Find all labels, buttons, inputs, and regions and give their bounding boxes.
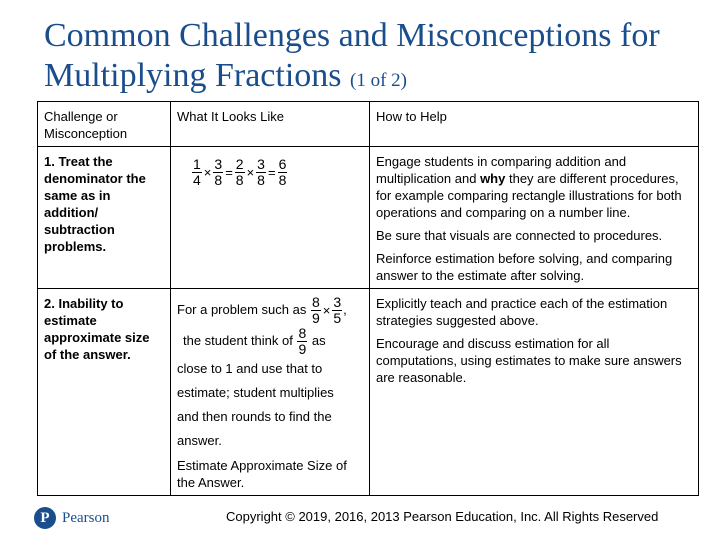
table-header-row bbox=[38, 102, 699, 147]
copyright-text: Copyright © 2019, 2016, 2013 Pearson Education, Inc. All Rights Reserved bbox=[226, 509, 659, 524]
fraction: $\frac{8}{9}$ bbox=[298, 325, 307, 357]
looks-line: For a problem such as $\frac{8}{9}$ × $\frac{3}{5}$ , bbox=[177, 294, 347, 326]
fraction: $\frac{3}{8}$ bbox=[257, 156, 265, 188]
help-paragraph: Be sure that visuals are connected to procedures. bbox=[376, 228, 663, 243]
looks-line: the student think of $\frac{8}{9}$ as bbox=[183, 325, 326, 357]
looks-like-cell bbox=[171, 289, 370, 496]
looks-like-cell bbox=[171, 147, 370, 289]
looks-line: close to 1 and use that to bbox=[177, 361, 323, 376]
equals-sign: = bbox=[267, 165, 276, 180]
challenge-cell: 1. Treat the denominator the same as in addition/ subtraction problems. bbox=[38, 147, 171, 289]
looks-line: and then rounds to find the bbox=[177, 409, 332, 424]
pearson-logo bbox=[34, 507, 110, 529]
looks-line: estimate; student multiplies bbox=[177, 385, 334, 400]
help-paragraph: Explicitly teach and practice each of the estimation strategies suggested above. bbox=[376, 296, 668, 328]
table-row bbox=[38, 289, 699, 496]
challenges-table bbox=[37, 101, 699, 496]
fraction: $\frac{8}{9}$ bbox=[311, 294, 320, 326]
challenge-cell: 2. Inability to estimate approximate size of the answer. bbox=[38, 289, 171, 496]
title-main: Common Challenges and Misconceptions for Multiplying Fractions bbox=[44, 17, 660, 94]
example-equation bbox=[191, 157, 363, 188]
pearson-wordmark: Pearson bbox=[62, 509, 110, 526]
fraction: $\frac{6}{8}$ bbox=[278, 156, 287, 188]
emphasis-why: why bbox=[480, 171, 506, 186]
fraction: $\frac{1}{4}$ bbox=[193, 156, 201, 188]
fraction: $\frac{3}{8}$ bbox=[214, 156, 223, 188]
looks-footer: Estimate Approximate Size of the Answer. bbox=[177, 458, 347, 490]
help-paragraph: Engage students in comparing addition and multiplication and why they are different procedures, for example comparing rectangle illustrations for both operations and comparing on a number line. bbox=[376, 154, 682, 220]
times-sign: × bbox=[246, 165, 255, 180]
help-cell bbox=[370, 289, 699, 496]
pearson-p-icon: P bbox=[34, 507, 56, 529]
header-how-to-help: How to Help bbox=[370, 102, 699, 147]
times-sign: × bbox=[203, 165, 212, 180]
fraction: $\frac{2}{8}$ bbox=[235, 156, 244, 188]
help-paragraph: Reinforce estimation before solving, and comparing answer to the estimate after solving. bbox=[376, 251, 673, 283]
help-paragraph: Encourage and discuss estimation for all computations, using estimates to make sure answers are reasonable. bbox=[376, 336, 682, 385]
fraction: $\frac{3}{5}$ bbox=[333, 294, 342, 326]
table-row bbox=[38, 147, 699, 289]
times-sign: × bbox=[322, 302, 331, 318]
title-part: (1 of 2) bbox=[350, 70, 407, 91]
page-title bbox=[44, 16, 704, 101]
header-challenge: Challenge or Misconception bbox=[38, 102, 171, 147]
equals-sign: = bbox=[225, 165, 233, 180]
header-looks-like: What It Looks Like bbox=[171, 102, 370, 147]
help-cell bbox=[370, 147, 699, 289]
looks-line: answer. bbox=[177, 433, 222, 448]
